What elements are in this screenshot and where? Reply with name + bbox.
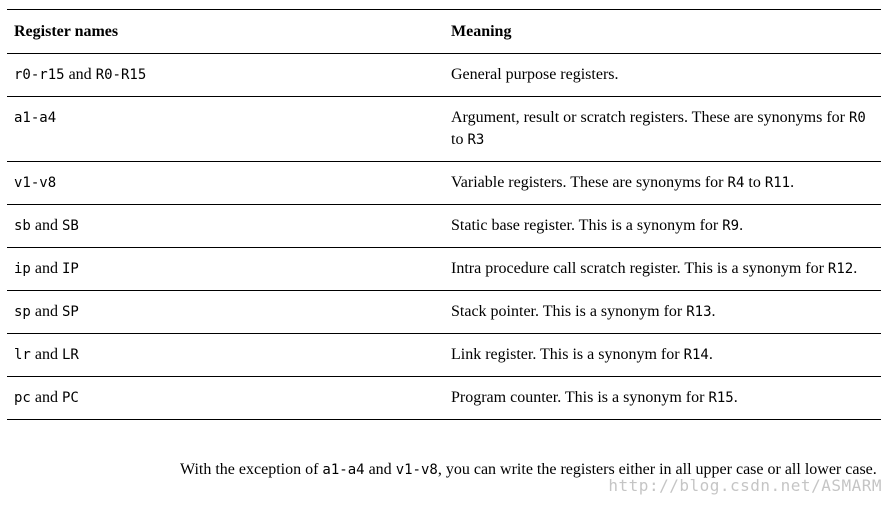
table-row <box>7 162 881 205</box>
register-name-cell <box>7 54 444 97</box>
register-meaning-cell <box>444 248 881 291</box>
register-name-cell <box>7 377 444 420</box>
register-meaning-cell <box>444 377 881 420</box>
register-name-code: SP <box>61 304 79 320</box>
register-name-cell <box>7 291 444 334</box>
table-row <box>7 334 881 377</box>
register-name-code: v1-v8 <box>14 175 57 191</box>
register-meaning-text: . <box>733 389 738 406</box>
column-header-register-names: Register names <box>7 10 444 54</box>
watermark: http://blog.csdn.net/ASMARM <box>608 476 882 495</box>
register-meaning-text: . <box>711 303 716 320</box>
table-header-row <box>7 10 881 54</box>
register-meaning-text: . <box>853 260 858 277</box>
table-row <box>7 248 881 291</box>
register-meaning-text: Argument, result or scratch registers. These are synonyms for <box>451 109 849 126</box>
register-meaning-cell <box>444 97 881 162</box>
column-header-meaning: Meaning <box>444 10 881 54</box>
table-row <box>7 54 881 97</box>
register-name-code: pc <box>14 390 31 406</box>
register-meaning-cell <box>444 162 881 205</box>
register-meaning-cell <box>444 291 881 334</box>
register-meaning-code: R4 <box>727 175 745 191</box>
register-name-code: PC <box>61 390 79 406</box>
register-name-text: and <box>30 217 62 234</box>
table-row <box>7 291 881 334</box>
register-table <box>7 9 881 420</box>
register-meaning-text: Intra procedure call scratch register. This is a synonym for <box>451 260 828 277</box>
register-name-code: a1-a4 <box>14 110 57 126</box>
register-name-cell <box>7 97 444 162</box>
register-meaning-code: R14 <box>683 347 709 363</box>
table-body <box>7 54 881 420</box>
register-name-cell <box>7 162 444 205</box>
register-meaning-text: Variable registers. These are synonyms for <box>451 174 728 191</box>
register-meaning-code: R0 <box>848 110 866 126</box>
register-meaning-text: Static base register. This is a synonym for <box>451 217 723 234</box>
register-name-code: LR <box>61 347 79 363</box>
register-meaning-cell <box>444 334 881 377</box>
footnote-text: and <box>364 461 396 478</box>
register-name-code: ip <box>14 261 31 277</box>
register-name-code: SB <box>61 218 79 234</box>
register-meaning-cell <box>444 54 881 97</box>
register-meaning-text: to <box>744 174 765 191</box>
table-row <box>7 205 881 248</box>
footnote-code: a1-a4 <box>322 462 365 478</box>
register-meaning-text: . <box>708 346 713 363</box>
register-meaning-text: . <box>790 174 795 191</box>
register-name-code: sp <box>14 304 31 320</box>
register-name-text: and <box>64 66 96 83</box>
footnote-code: v1-v8 <box>395 462 438 478</box>
register-name-code: sb <box>14 218 31 234</box>
register-name-code: r0-r15 <box>14 67 65 83</box>
register-meaning-code: R9 <box>722 218 740 234</box>
footnote-text: , you can write the registers either in all upper case or all lower case. <box>437 461 877 478</box>
register-meaning-code: R13 <box>686 304 712 320</box>
register-meaning-text: to <box>451 131 468 148</box>
register-name-code: R0-R15 <box>95 67 147 83</box>
register-meaning-code: R12 <box>827 261 854 277</box>
register-meaning-text: Program counter. This is a synonym for <box>451 389 709 406</box>
register-name-text: and <box>30 389 62 406</box>
register-name-text: and <box>30 303 62 320</box>
register-meaning-cell <box>444 205 881 248</box>
footnote-text: With the exception of <box>180 461 323 478</box>
register-meaning-code: R15 <box>708 390 734 406</box>
register-meaning-text: General purpose registers. <box>451 66 619 83</box>
table-row <box>7 97 881 162</box>
register-name-cell <box>7 248 444 291</box>
register-name-text: and <box>30 346 62 363</box>
register-meaning-code: R3 <box>467 132 485 148</box>
register-name-cell <box>7 334 444 377</box>
register-name-code: lr <box>14 347 31 363</box>
table-row <box>7 377 881 420</box>
register-meaning-code: R11 <box>764 175 791 191</box>
register-name-code: IP <box>61 261 79 277</box>
register-meaning-text: . <box>739 217 744 234</box>
register-meaning-text: Link register. This is a synonym for <box>451 346 684 363</box>
register-meaning-text: Stack pointer. This is a synonym for <box>451 303 687 320</box>
register-name-cell <box>7 205 444 248</box>
register-name-text: and <box>30 260 62 277</box>
